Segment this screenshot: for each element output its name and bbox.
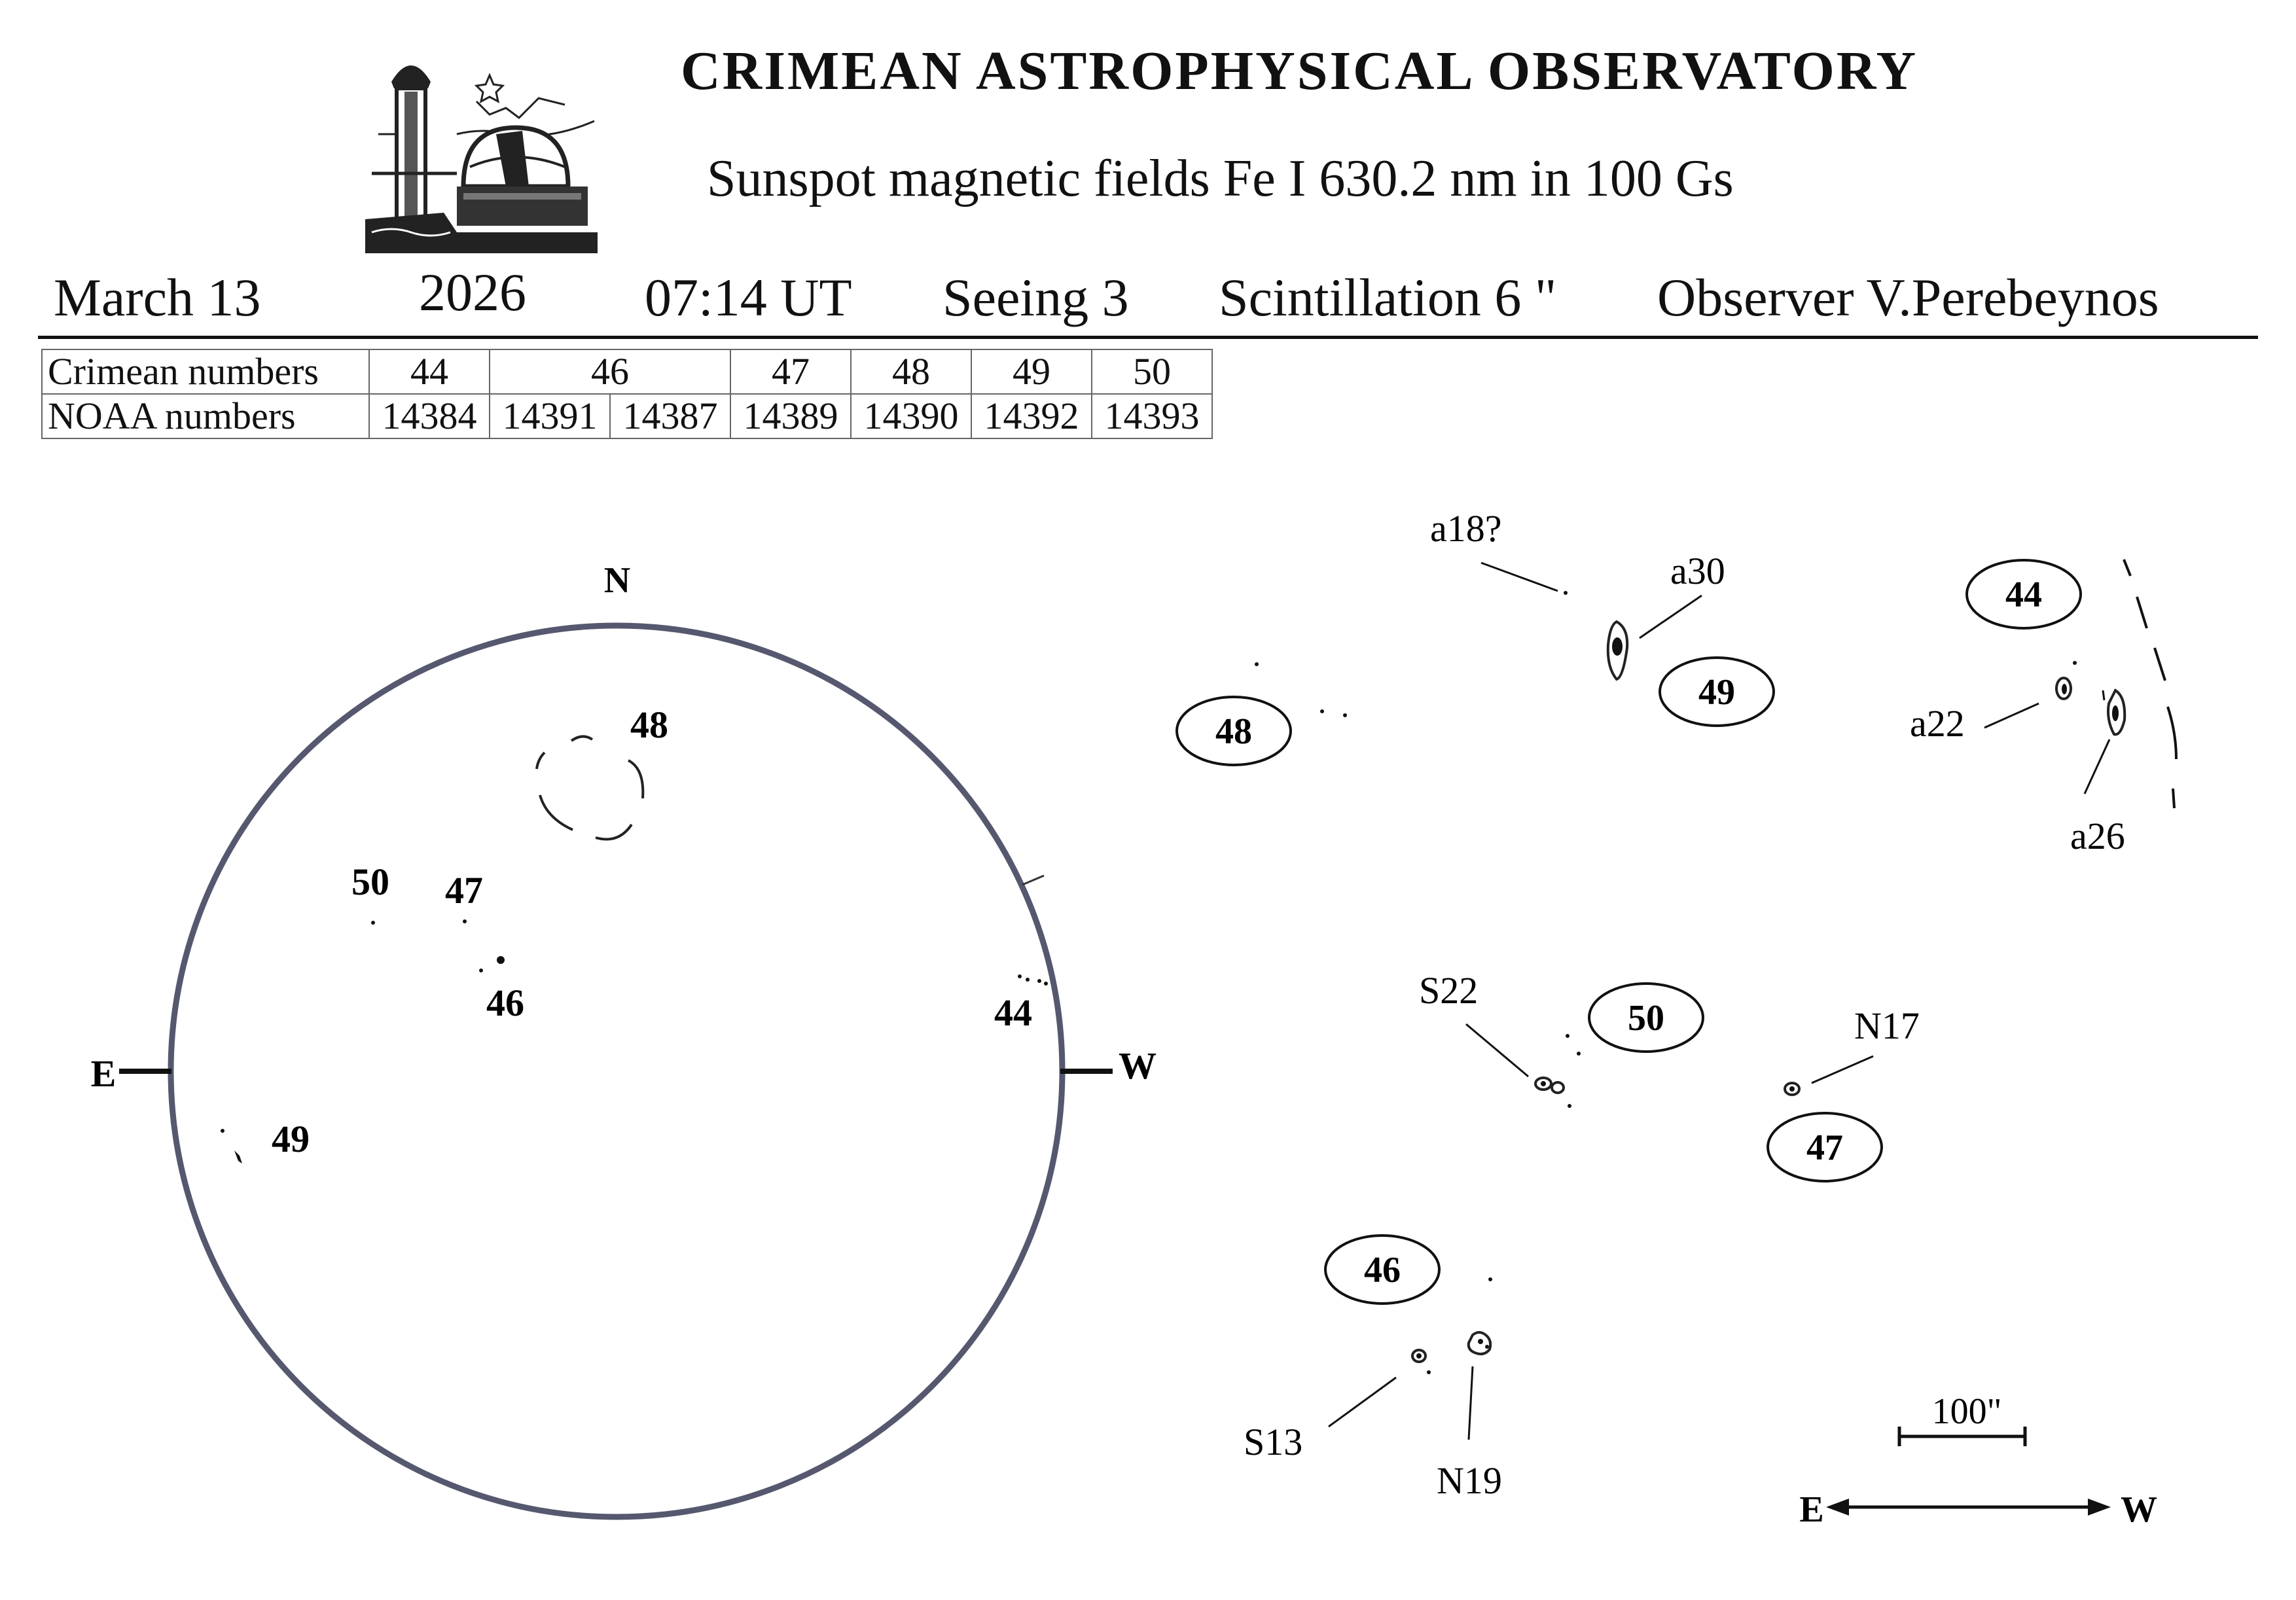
group-label: 48 (1215, 711, 1252, 752)
east-west-arrow (1799, 1489, 2157, 1530)
disk-mark (1022, 876, 1044, 885)
crimean-number-cell: 44 (369, 349, 490, 394)
region-48-outline (537, 736, 643, 839)
north-label: N (603, 560, 631, 601)
disk-region-label: 49 (272, 1118, 310, 1160)
field-label: S22 (1419, 969, 1479, 1012)
noaa-number-cell: 14389 (730, 394, 851, 438)
spot-a22 (2056, 678, 2071, 699)
disk-region-label: 50 (351, 861, 389, 903)
spot-s22 (1535, 1078, 1564, 1093)
obs-date: March 13 (54, 268, 261, 327)
solar-disk (91, 560, 1157, 1517)
page-title: CRIMEAN ASTROPHYSICAL OBSERVATORY (681, 41, 1918, 101)
spot-n19 (1469, 1332, 1490, 1354)
field-label: N17 (1854, 1004, 1920, 1047)
spot-n17 (1785, 1083, 1799, 1095)
field-label: a22 (1910, 702, 1965, 745)
disk-region-label: 47 (445, 869, 483, 912)
field-label: a18? (1430, 507, 1502, 550)
detail-drawings (1177, 507, 2176, 1502)
noaa-number-cell: 14391 (490, 394, 610, 438)
crimean-number-cell: 48 (851, 349, 971, 394)
field-label: a30 (1670, 550, 1725, 592)
group-label: 44 (2005, 575, 2042, 615)
obs-scintillation: Scintillation 6 " (1219, 268, 1557, 327)
obs-seeing: Seeing 3 (942, 268, 1129, 327)
spot-s13 (1412, 1350, 1426, 1362)
group-label: 49 (1698, 672, 1735, 713)
noaa-number-cell: 14384 (369, 394, 490, 438)
obs-observer: Observer V.Perebeynos (1657, 268, 2159, 327)
scale-label: 100" (1931, 1391, 2002, 1432)
crimean-number-cell: 46 (490, 349, 730, 394)
scale-bar (1899, 1391, 2025, 1446)
disk-spots (221, 919, 1048, 1164)
noaa-number-cell: 14390 (851, 394, 971, 438)
field-label: a26 (2070, 815, 2125, 857)
arrow-west-label: W (2121, 1489, 2157, 1530)
group-label: 47 (1806, 1128, 1843, 1168)
spot-a26 (2108, 690, 2125, 734)
arrow-east-label: E (1799, 1489, 1824, 1530)
noaa-number-cell: 14393 (1092, 394, 1212, 438)
group-label: 50 (1628, 998, 1664, 1039)
obs-time: 07:14 UT (645, 268, 852, 327)
disk-region-label: 46 (486, 982, 524, 1024)
crimean-numbers-label: Crimean numbers (42, 349, 369, 394)
noaa-number-cell: 14387 (610, 394, 730, 438)
page-subtitle: Sunspot magnetic fields Fe I 630.2 nm in 100 Gs (707, 150, 1734, 207)
noaa-number-cell: 14392 (971, 394, 1092, 438)
noaa-numbers-label: NOAA numbers (42, 394, 369, 438)
group-label: 46 (1364, 1250, 1401, 1290)
limb-dashes (2124, 560, 2176, 808)
disk-region-label: 48 (630, 703, 668, 746)
obs-year: 2026 (419, 262, 526, 322)
disk-region-label: 44 (994, 991, 1032, 1034)
east-label: E (90, 1052, 117, 1095)
crimean-number-cell: 49 (971, 349, 1092, 394)
crimean-number-cell: 47 (730, 349, 851, 394)
spot-a30 (1608, 622, 1627, 679)
west-label: W (1119, 1044, 1157, 1087)
crimean-number-cell: 50 (1092, 349, 1212, 394)
disk-outline (171, 626, 1062, 1517)
field-label: S13 (1244, 1421, 1303, 1463)
field-label: N19 (1437, 1459, 1502, 1502)
